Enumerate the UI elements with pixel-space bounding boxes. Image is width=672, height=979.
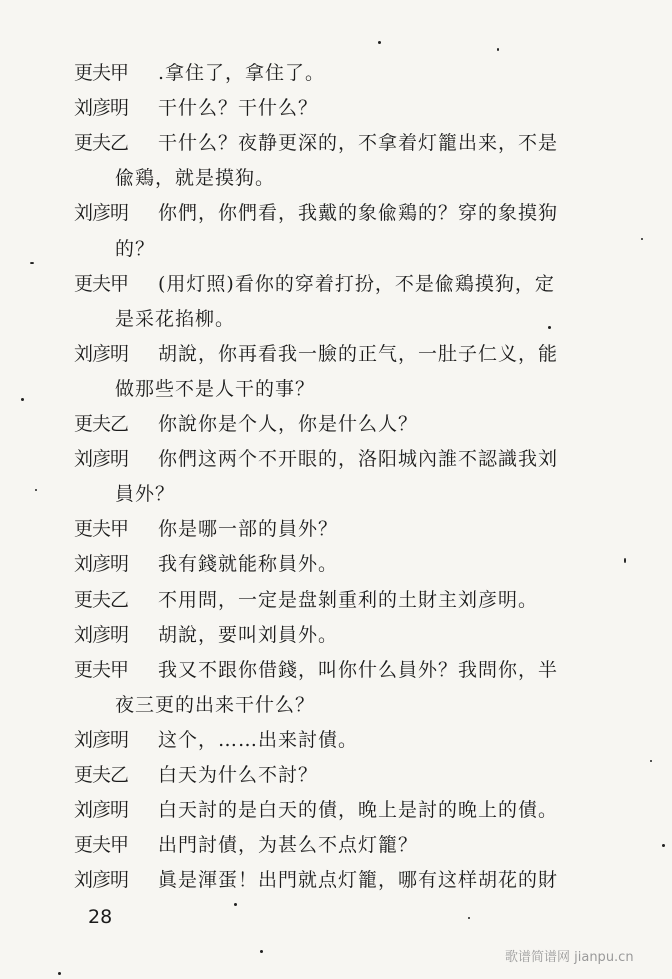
ink-speck <box>468 917 470 919</box>
speaker-name: 更夫甲 <box>74 518 129 540</box>
speaker-name: 刘彦明 <box>74 799 129 821</box>
continuation-text: 偸鶏，就是摸狗。 <box>115 167 276 189</box>
ink-speck <box>650 760 652 762</box>
dialogue-text: 胡說，要叫刘員外。 <box>158 624 339 646</box>
dialogue-line <box>0 197 672 229</box>
dialogue-text: .拿住了，拿住了。 <box>158 62 326 84</box>
speaker-name: 更夫乙 <box>74 764 129 786</box>
ink-speck <box>378 41 381 44</box>
dialogue-text: 我又不跟你借錢，叫你什么員外？我問你，半 <box>158 659 559 681</box>
dialogue-line <box>0 619 672 651</box>
speaker-name: 刘彦明 <box>74 624 129 646</box>
dialogue-text: 你們这两个不开眼的，洛阳城內誰不認識我刘 <box>158 448 559 470</box>
ink-speck <box>548 326 551 329</box>
dialogue-text: 干什么？干什么？ <box>158 97 319 119</box>
continuation-text: 做那些不是人干的事？ <box>115 378 316 400</box>
speaker-name: 刘彦明 <box>74 343 129 365</box>
ink-speck <box>30 262 34 264</box>
dialogue-text: 你是哪一部的員外？ <box>158 518 339 540</box>
ink-speck <box>21 398 24 401</box>
speaker-name: 更夫甲 <box>74 834 129 856</box>
dialogue-continuation <box>0 162 672 194</box>
dialogue-text: (用灯照)看你的穿着打扮，不是偸鶏摸狗，定 <box>158 273 555 295</box>
speaker-name: 刘彦明 <box>74 448 129 470</box>
speaker-name: 更夫乙 <box>74 589 129 611</box>
dialogue-continuation <box>0 478 672 510</box>
continuation-text: 員外？ <box>115 483 176 505</box>
dialogue-line <box>0 724 672 756</box>
dialogue-text: 白天討的是白天的債，晚上是討的晚上的債。 <box>158 799 559 821</box>
speaker-name: 更夫乙 <box>74 413 129 435</box>
dialogue-line <box>0 92 672 124</box>
dialogue-text: 干什么？夜静更深的，不拿着灯籠出来，不是 <box>158 132 559 154</box>
dialogue-continuation <box>0 303 672 335</box>
ink-speck <box>260 950 263 953</box>
ink-speck <box>641 238 643 240</box>
dialogue-line <box>0 338 672 370</box>
speaker-name: 刘彦明 <box>74 97 129 119</box>
dialogue-line <box>0 759 672 791</box>
dialogue-text: 你說你是个人，你是什么人？ <box>158 413 419 435</box>
dialogue-line <box>0 829 672 861</box>
dialogue-continuation <box>0 233 672 265</box>
dialogue-continuation <box>0 689 672 721</box>
dialogue-line <box>0 443 672 475</box>
dialogue-line <box>0 794 672 826</box>
page-number: 28 <box>88 906 113 928</box>
dialogue-text: 不用問，一定是盘剝重利的土財主刘彦明。 <box>158 589 539 611</box>
dialogue-text: 出門討債，为甚么不点灯籠？ <box>158 834 419 856</box>
dialogue-text: 我有錢就能称員外。 <box>158 553 339 575</box>
dialogue-text: 白天为什么不討？ <box>158 764 319 786</box>
speaker-name: 更夫乙 <box>74 132 129 154</box>
dialogue-line <box>0 268 672 300</box>
speaker-name: 更夫甲 <box>74 62 129 84</box>
speaker-name: 更夫甲 <box>74 273 129 295</box>
dialogue-text: 眞是渾蛋！出門就点灯籠，哪有这样胡花的財 <box>158 869 559 891</box>
ink-speck <box>624 558 626 563</box>
dialogue-line <box>0 584 672 616</box>
speaker-name: 更夫甲 <box>74 659 129 681</box>
dialogue-line <box>0 864 672 896</box>
dialogue-line <box>0 548 672 580</box>
continuation-text: 夜三更的出来干什么？ <box>115 694 316 716</box>
dialogue-line <box>0 654 672 686</box>
dialogue-line <box>0 57 672 89</box>
speaker-name: 刘彦明 <box>74 553 129 575</box>
speaker-name: 刘彦明 <box>74 202 129 224</box>
continuation-text: 的？ <box>115 238 156 260</box>
ink-speck <box>58 972 61 975</box>
ink-speck <box>234 903 237 906</box>
ink-speck <box>662 844 665 847</box>
continuation-text: 是采花掐柳。 <box>115 308 236 330</box>
dialogue-line <box>0 513 672 545</box>
dialogue-continuation <box>0 373 672 405</box>
dialogue-text: 你們，你們看，我戴的象偸鶏的？穿的象摸狗 <box>158 202 559 224</box>
speaker-name: 刘彦明 <box>74 869 129 891</box>
dialogue-line <box>0 127 672 159</box>
watermark: 歌谱简谱网 jianpu.cn <box>505 950 634 965</box>
dialogue-text: 这个，……出来討債。 <box>158 729 359 751</box>
ink-speck <box>497 48 499 51</box>
dialogue-text: 胡說，你再看我一臉的正气，一肚子仁义，能 <box>158 343 559 365</box>
dialogue-line <box>0 408 672 440</box>
speaker-name: 刘彦明 <box>74 729 129 751</box>
ink-speck <box>35 489 37 491</box>
